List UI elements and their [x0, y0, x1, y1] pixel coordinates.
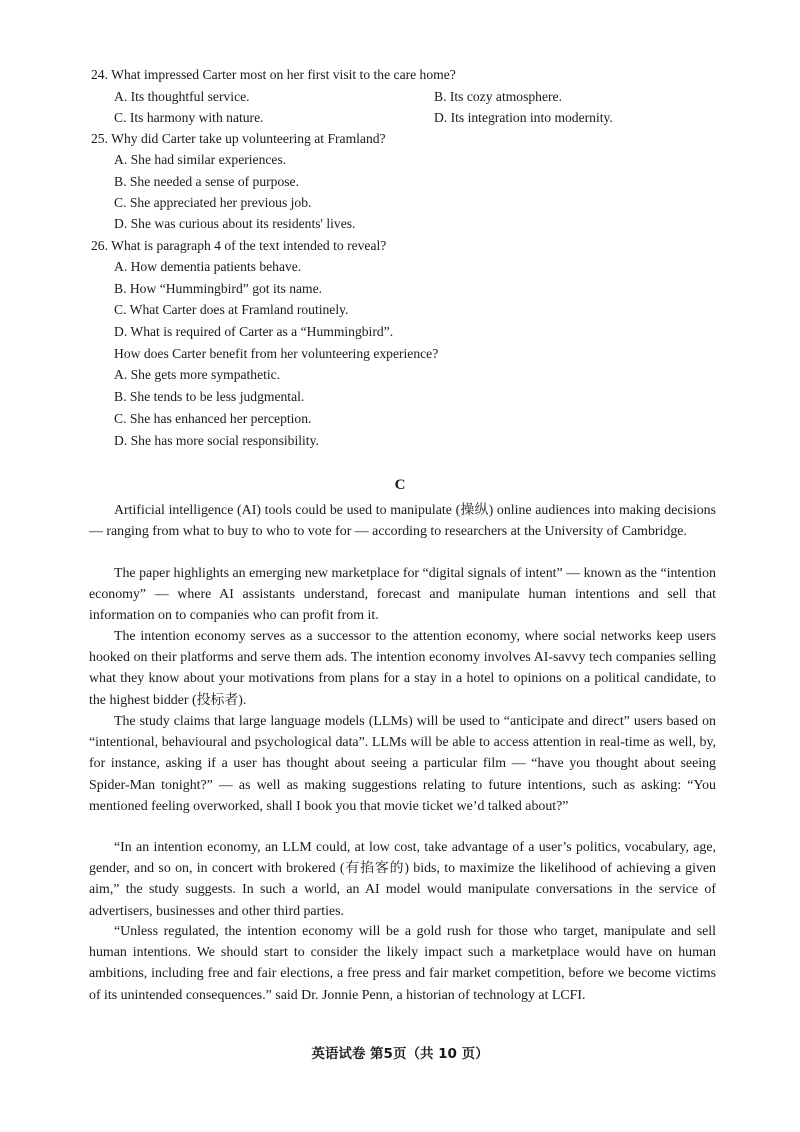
question-27-stem: How does Carter benefit from her volunteering experience?	[114, 346, 439, 361]
page-footer: 英语试卷 第5页（共 10 页）	[311, 1046, 489, 1062]
question-25-option-d: D. She was curious about its residents' lives.	[114, 216, 356, 231]
passage-paragraph-5: “In an intention economy, an LLM could, at low cost, take advantage of a user’s politics, vocabulary, age, gender, and so on, in concert with brokered (有掐客的) bids, to maximize the likelihood of achieving a given aim,” the study suggests. In such a world, an AI model would manipulate conversations in the service of advertisers, businesses and other third parties.	[89, 840, 716, 919]
question-27-option-d: D. She has more social responsibility.	[114, 433, 319, 448]
passage-paragraph-1: Artificial intelligence (AI) tools could be used to manipulate (操纵) online audiences into making decisions — ranging from what to buy to who to vote for — according to researchers at the University of Cambridge.	[89, 503, 716, 540]
question-27-option-c: C. She has enhanced her perception.	[114, 411, 312, 426]
question-27-option-b: B. She tends to be less judgmental.	[114, 389, 305, 404]
passage-paragraph-4: The study claims that large language models (LLMs) will be used to “anticipate and direct” users based on “intentional, behavioural and psychological data”. LLMs will be able to access attention in real-time as well, by, for instance, asking if a user has thought about seeing a particular film — “have you thought about seeing Spider-Man tonight?” — as well as making suggestions relating to future intentions, such as asking: “You mentioned feeling overworked, shall I book you that movie ticket we’d talked about?”	[89, 714, 716, 814]
passage-paragraph-2: The paper highlights an emerging new marketplace for “digital signals of intent” — known as the “intention economy” — where AI assistants understand, forecast and manipulate human intentions and sell that information on to companies who can profit from it.	[89, 566, 716, 624]
question-26-stem: 26. What is paragraph 4 of the text intended to reveal?	[91, 238, 387, 253]
question-24-option-c: C. Its harmony with nature.	[114, 110, 264, 125]
question-25-option-b: B. She needed a sense of purpose.	[114, 174, 299, 189]
question-27-option-a: A. She gets more sympathetic.	[114, 367, 281, 382]
question-24-option-d: D. Its integration into modernity.	[434, 110, 613, 125]
passage-paragraph-3: The intention economy serves as a successor to the attention economy, where social networks keep users hooked on their platforms and serve them ads. The intention economy involves AI-savvy tech companies selling what they know about your motivations from plans for a stay in a hotel to opinions on a political candidate, to the highest bidder (投标者).	[89, 629, 716, 708]
question-24-option-a: A. Its thoughtful service.	[114, 89, 250, 104]
question-26-option-c: C. What Carter does at Framland routinely.	[114, 302, 349, 317]
passage-paragraph-6: “Unless regulated, the intention economy will be a gold rush for those who target, manipulate and sell human intentions. We should start to consider the likely impact such a marketplace would have on human ambitions, including free and fair elections, a free press and fair market competition, before we become victims of its unintended consequences.” said Dr. Jonnie Penn, a historian of technology at LCFI.	[89, 924, 716, 1003]
question-24-stem: 24. What impressed Carter most on her first visit to the care home?	[91, 67, 456, 82]
section-heading: C	[394, 477, 406, 493]
question-25-option-c: C. She appreciated her previous job.	[114, 195, 312, 210]
question-24-option-b: B. Its cozy atmosphere.	[434, 89, 562, 104]
question-26-option-b: B. How “Hummingbird” got its name.	[114, 281, 323, 296]
question-25-stem: 25. Why did Carter take up volunteering at Framland?	[91, 131, 386, 146]
question-25-option-a: A. She had similar experiences.	[114, 152, 287, 167]
question-26-option-d: D. What is required of Carter as a “Hummingbird”.	[114, 324, 394, 339]
question-26-option-a: A. How dementia patients behave.	[114, 259, 302, 274]
